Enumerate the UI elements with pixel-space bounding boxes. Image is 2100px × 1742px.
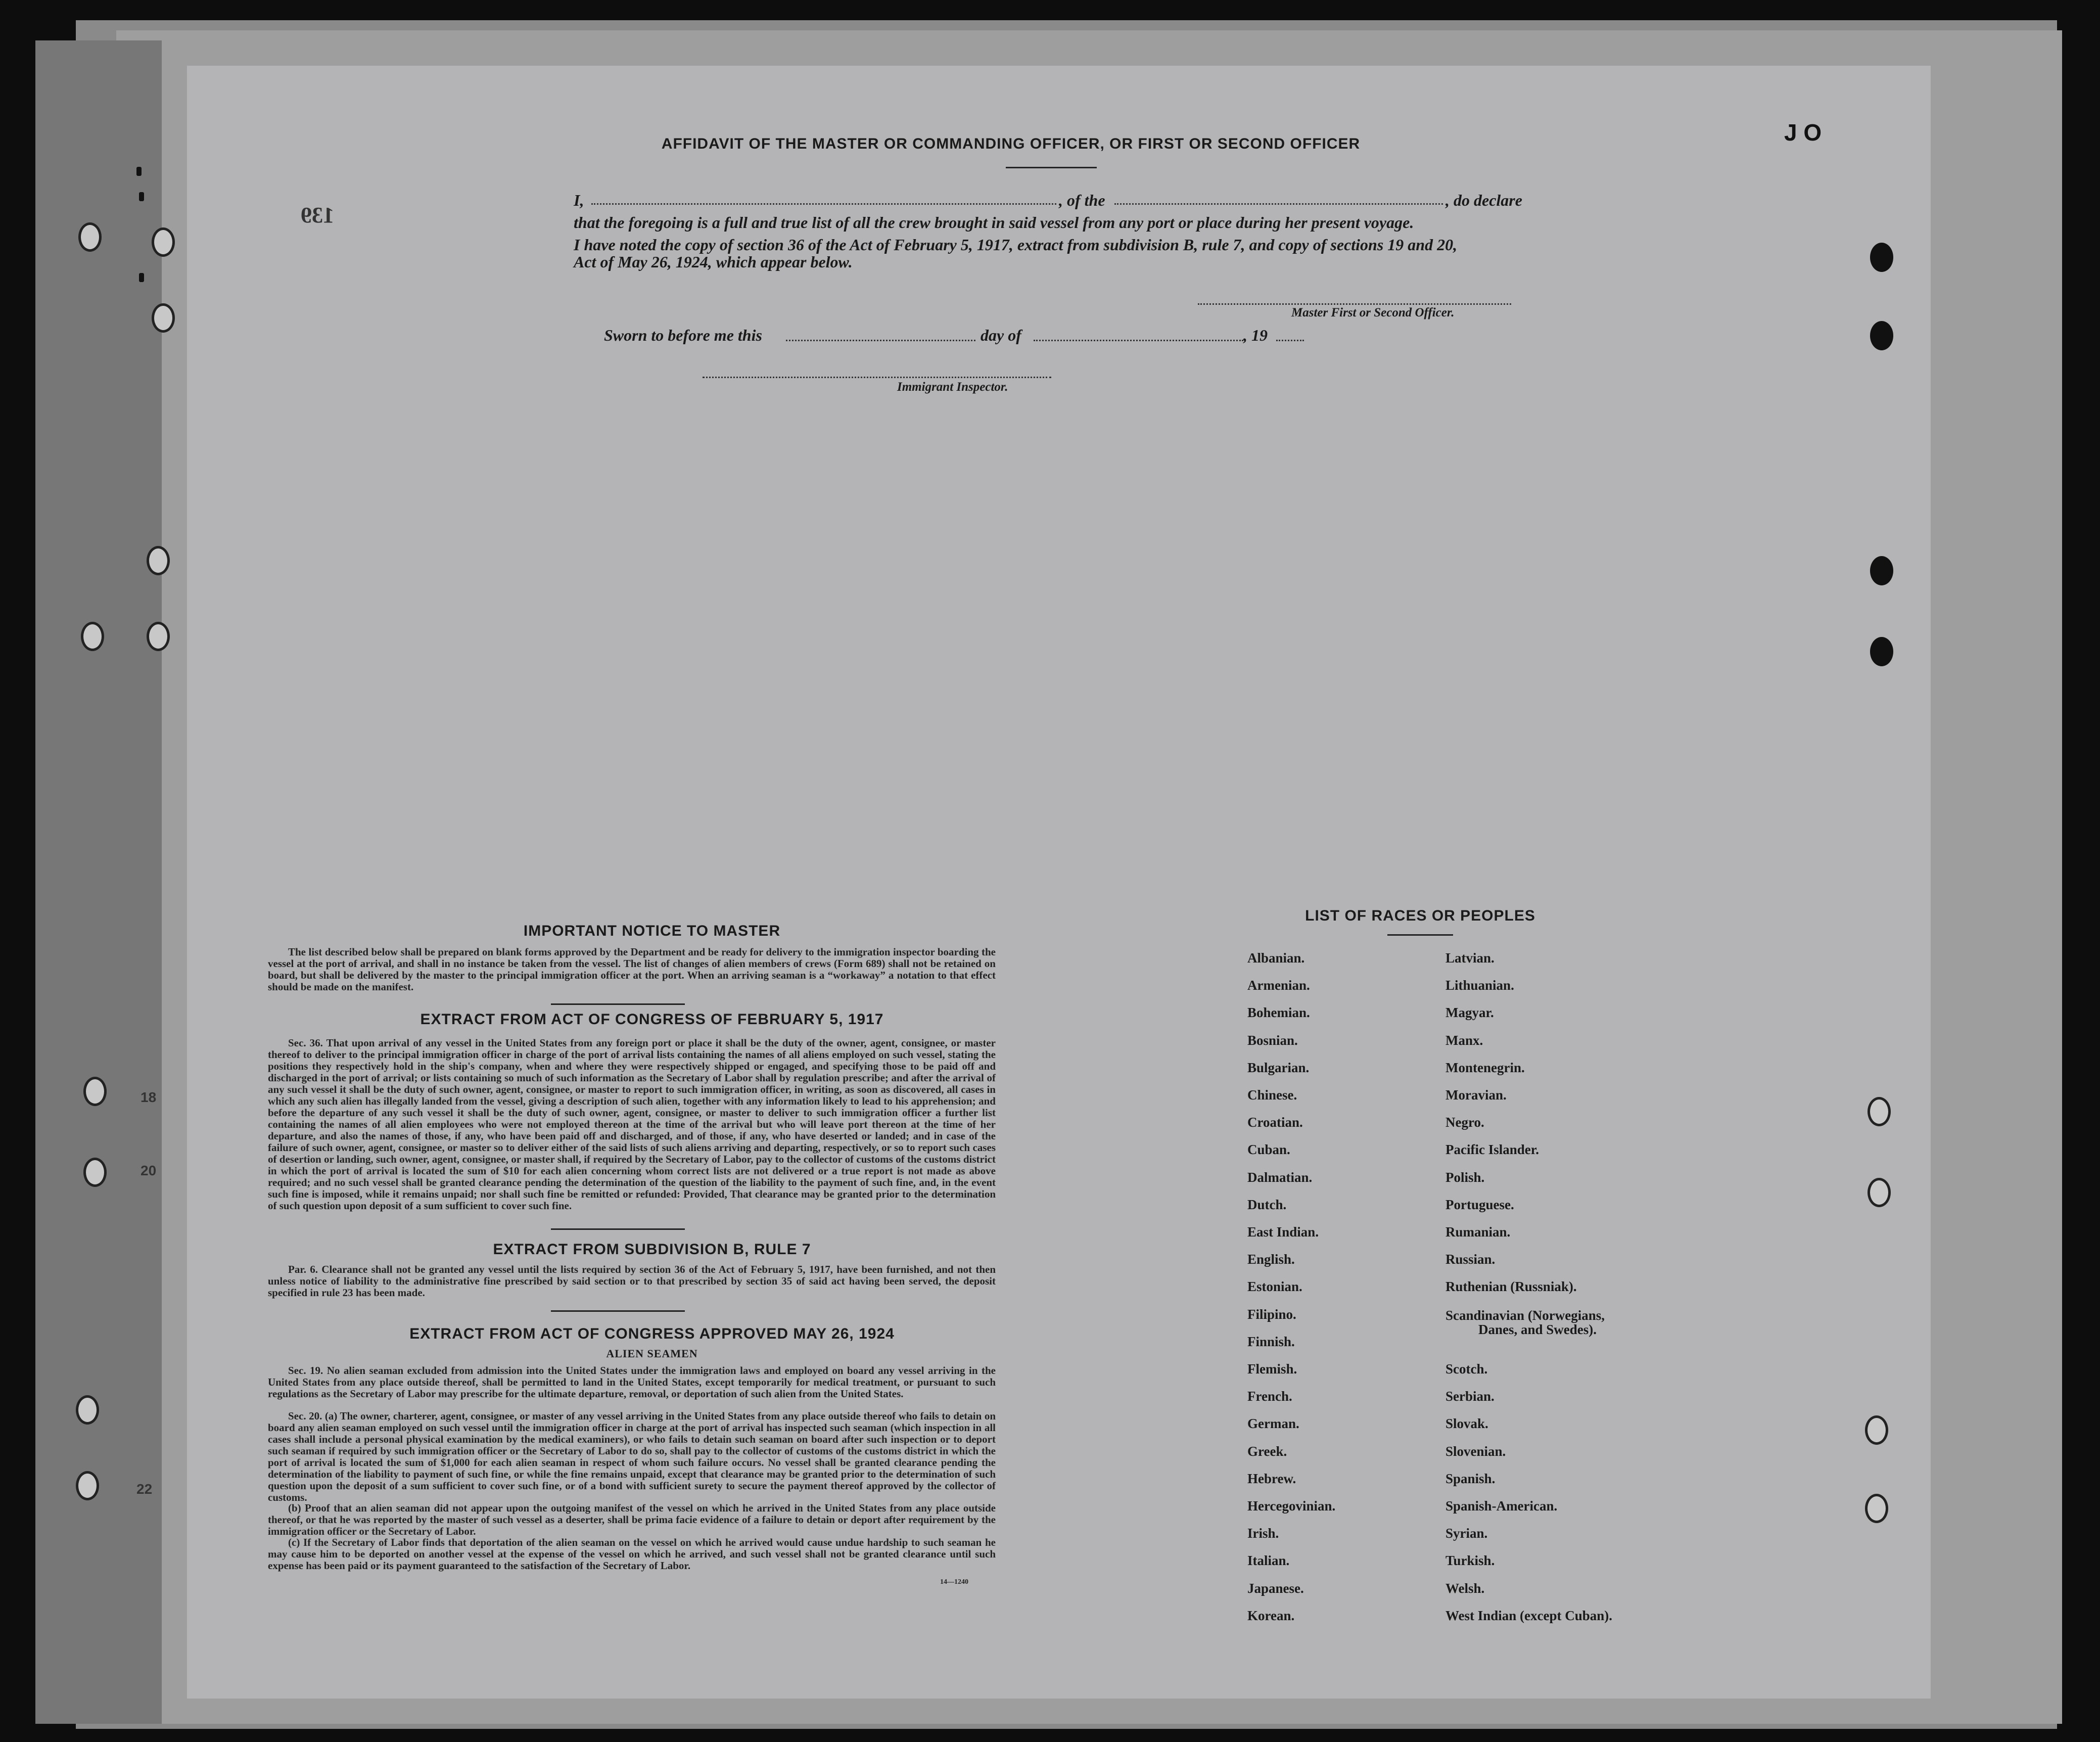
race-item: Spanish-American. bbox=[1445, 1498, 1558, 1514]
race-item: Magyar. bbox=[1445, 1005, 1494, 1021]
punch-hole bbox=[1870, 243, 1893, 272]
race-item: Bulgarian. bbox=[1247, 1060, 1310, 1075]
race-item: Scandinavian (Norwegians, bbox=[1445, 1307, 1605, 1323]
race-item: Armenian. bbox=[1247, 978, 1310, 993]
sec19-text: Sec. 19. No alien seaman excluded from admission into the United States under the immigration laws and employed on board any vessel arriving in the United States from any place outside thereof, shall be permitted to land in the United States, except temporarily for medical treatment, or pursuant to such regulations as the Secretary of Labor may prescribe for the ultimate departure, removal, or deportation of such alien from the United States. bbox=[268, 1364, 996, 1400]
race-item: Danes, and Swedes). bbox=[1478, 1321, 1597, 1337]
race-item: German. bbox=[1247, 1416, 1299, 1432]
sworn-label: Sworn to before me this bbox=[604, 326, 762, 344]
alien-seamen-subtitle: ALIEN SEAMEN bbox=[606, 1347, 698, 1360]
vessel-line[interactable] bbox=[1114, 203, 1443, 205]
race-item: Croatian. bbox=[1247, 1115, 1303, 1130]
race-item: Dalmatian. bbox=[1247, 1169, 1313, 1185]
notice-text: The list described below shall be prepared on blank forms approved by the Department and be ready for delivery to the immigration inspector boarding the vessel at the port of arrival, and shall in no instance be taken from the vessel. The list of changes of alien members of crews (Form 689) shall not be retained on board, but shall be delivered by the master to the principal immigration officer at the port. When an arriving seaman is a “workaway” a notation to that effect should be made on the manifest. bbox=[268, 946, 996, 993]
punch-hole bbox=[1865, 1494, 1888, 1523]
race-item: Polish. bbox=[1445, 1169, 1485, 1185]
binder-hole bbox=[147, 622, 170, 651]
punch-hole bbox=[1870, 321, 1893, 350]
rule7-text: Par. 6. Clearance shall not be granted any vessel until the lists required by section 36 of the Act of February 5, 1917, have been furnished, and not then unless notice of liability to the administrative fine prescribed by said section or to that prescribed by section 35 of said act having been served, the deposit specified in rule 23 has been made. bbox=[268, 1263, 996, 1299]
race-item: Rumanian. bbox=[1445, 1224, 1511, 1240]
race-item: Moravian. bbox=[1445, 1087, 1507, 1103]
binder-hole bbox=[152, 227, 175, 257]
sec20b-text: (b) Proof that an alien seaman did not appear upon the outgoing manifest of the vessel on which he arrived in the United States from any place outside thereof, or that he was reported by the master of such vessel as a deserter, shall be prima facie evidence of a failure to detain or deport after requirement by the immigration officer or the Secretary of Labor. bbox=[268, 1502, 996, 1537]
binder-pin bbox=[139, 192, 144, 201]
race-item: Latvian. bbox=[1445, 950, 1495, 966]
race-item: Greek. bbox=[1247, 1443, 1287, 1459]
master-signature-line[interactable] bbox=[1198, 303, 1511, 305]
extract-1917-title: EXTRACT FROM ACT OF CONGRESS OF FEBRUARY 5, 1917 bbox=[420, 1011, 884, 1028]
race-item: West Indian (except Cuban). bbox=[1445, 1608, 1613, 1623]
race-item: Spanish. bbox=[1445, 1471, 1496, 1486]
sworn-day-line[interactable] bbox=[786, 340, 975, 341]
year-label: , 19 bbox=[1243, 326, 1268, 344]
form-code: 14—1240 bbox=[940, 1578, 968, 1586]
race-item: Serbian. bbox=[1445, 1389, 1495, 1404]
master-label: Master First or Second Officer. bbox=[1291, 306, 1455, 319]
race-item: English. bbox=[1247, 1252, 1295, 1267]
rule7-title: EXTRACT FROM SUBDIVISION B, RULE 7 bbox=[493, 1241, 811, 1258]
notice-title: IMPORTANT NOTICE TO MASTER bbox=[523, 923, 781, 939]
sworn-year-line[interactable] bbox=[1276, 340, 1304, 341]
race-item: Hebrew. bbox=[1247, 1471, 1296, 1486]
sec20c-text: (c) If the Secretary of Labor finds that deportation of the alien seaman on the vessel on which he arrived would cause undue hardship to such seaman he may cause him to be deported on another vessel at the expense of the vessel on which he arrived, and such vessel shall not be granted clearance until such expense has been paid or its payment guaranteed to the satisfaction of the Secretary of Labor. bbox=[268, 1536, 996, 1572]
race-item: Hercegovinian. bbox=[1247, 1498, 1336, 1514]
page-mark: J O bbox=[1784, 119, 1822, 146]
race-item: Chinese. bbox=[1247, 1087, 1297, 1103]
binder-hole bbox=[76, 1395, 99, 1425]
race-item: Dutch. bbox=[1247, 1197, 1287, 1212]
races-title-rule bbox=[1387, 934, 1453, 936]
race-item: Welsh. bbox=[1445, 1580, 1485, 1596]
binder-hole bbox=[81, 622, 104, 651]
sec20a-text: Sec. 20. (a) The owner, charterer, agent, consignee, or master of any vessel arriving in the United States from any place outside thereof who fails to detain on board any alien seaman employed on such vessel until the immigration officer in charge at the port of arrival has inspected such seaman (which inspection in all cases shall include a personal physical examination by the medical examiners), or who fails to detain such seaman on board after such inspection or to deport such seaman if required by such immigration officer or the Secretary of Labor to do so, shall pay to the collector of customs of the customs district in which the port of arrival is located the sum of $1,000 for each alien seaman in respect of whom such failure occurs. No vessel shall be granted clearance pending the determination of the liability to payment of such fine, or while the fine remains unpaid, except that clearance may be granted prior to the determination of such question upon the deposit of a sum sufficient to cover such fine, or of a bond with sufficient surety to secure the payment thereof approved by the collector of customs. bbox=[268, 1410, 996, 1503]
binder-pin bbox=[139, 273, 144, 282]
binder-pin bbox=[136, 167, 142, 176]
race-item: Flemish. bbox=[1247, 1361, 1297, 1377]
binder-hole bbox=[83, 1158, 107, 1187]
affidavit-line4: Act of May 26, 1924, which appear below. bbox=[574, 253, 853, 271]
race-item: Lithuanian. bbox=[1445, 978, 1514, 993]
punch-hole bbox=[1870, 637, 1893, 666]
races-title: LIST OF RACES OR PEOPLES bbox=[1305, 907, 1535, 924]
binder-hole bbox=[76, 1471, 99, 1500]
race-item: Turkish. bbox=[1445, 1553, 1495, 1569]
binder-strip bbox=[35, 40, 162, 1724]
inspector-label: Immigrant Inspector. bbox=[897, 380, 1008, 394]
inspector-signature-line[interactable] bbox=[703, 377, 1051, 378]
race-item: Syrian. bbox=[1445, 1526, 1488, 1541]
binder-hole bbox=[83, 1077, 107, 1106]
race-item: Portuguese. bbox=[1445, 1197, 1514, 1212]
race-item: Manx. bbox=[1445, 1032, 1483, 1048]
race-item: East Indian. bbox=[1247, 1224, 1319, 1240]
extract-1917-text: Sec. 36. That upon arrival of any vessel in the United States from any foreign port or place it shall be the duty of the owner, agent, consignee, or master thereof to deliver to the principal immigration officer in charge of the port of arrival lists containing the names of all aliens employed on such vessel, stating the positions they respectively hold in the ship's company, when and where they were respectively shipped or engaged, and specifying those to be paid off and discharged in the port of arrival; or lists containing so much of such information as the Secretary of Labor shall by regulation prescribe; and after the arrival of any such vessel it shall be the duty of such owner, agent, consignee, or master to report to such immigration officer, in writing, as soon as discovered, all cases in which any such alien has illegally landed from the vessel, giving a description of such alien, together with any information likely to lead to his apprehension; and before the departure of any such vessel it shall be the duty of such owner, agent, consignee, or master to deliver to such immigration officer a further list containing the names of all alien employees who were not employed thereon at the time of the arrival but who will leave port thereon at the time of her departure, and also the names of those, if any, who have been paid off and discharged, and of those, if any, who have deserted or landed; and in case of the failure of such owner, agent, consignee, or master so to deliver either of the said lists of such aliens arriving and departing, respectively, or so to report such cases of desertion or landing, such owner, agent, consignee, or master shall, if required by the Secretary of Labor, pay to the collector of customs of the customs district in which the port of arrival is located the sum of $10 for each alien concerning whom correct lists are not delivered or a true report is not made as above required; and no such vessel shall be granted clearance pending the determination of the question of the liability to the payment of such fine, and, in the event such fine is imposed, while it remains unpaid; nor shall such fine be remitted or refunded: Provided, That clearance may be granted prior to the determination of such question upon deposit of a sum sufficient to cover such fine. bbox=[268, 1037, 996, 1212]
day-of-label: day of bbox=[981, 326, 1021, 344]
affidavit-i: I, bbox=[574, 191, 584, 209]
binder-hole bbox=[147, 546, 170, 575]
race-item: Pacific Islander. bbox=[1445, 1142, 1539, 1158]
affidavit-line3: I have noted the copy of section 36 of the Act of February 5, 1917, extract from subdivision B, rule 7, and copy of sections 19 and 20, bbox=[574, 236, 1458, 254]
race-item: Montenegrin. bbox=[1445, 1060, 1525, 1075]
sworn-month-line[interactable] bbox=[1034, 340, 1243, 341]
race-item: Bohemian. bbox=[1247, 1005, 1310, 1021]
name-line[interactable] bbox=[591, 203, 1056, 205]
race-item: Irish. bbox=[1247, 1526, 1279, 1541]
margin-number: 22 bbox=[136, 1481, 153, 1497]
punch-hole bbox=[1868, 1178, 1891, 1207]
affidavit-of-the: , of the bbox=[1059, 191, 1105, 209]
punch-hole bbox=[1865, 1415, 1888, 1445]
race-item: French. bbox=[1247, 1389, 1292, 1404]
race-item: Cuban. bbox=[1247, 1142, 1290, 1158]
affidavit-line2: that the foregoing is a full and true list of all the crew brought in said vessel from any port or place during her present voyage. bbox=[574, 213, 1414, 232]
race-item: Korean. bbox=[1247, 1608, 1295, 1623]
race-item: Japanese. bbox=[1247, 1580, 1304, 1596]
race-item: Slovenian. bbox=[1445, 1443, 1506, 1459]
extract-1924-title: EXTRACT FROM ACT OF CONGRESS APPROVED MAY 26, 1924 bbox=[409, 1325, 895, 1342]
race-item: Italian. bbox=[1247, 1553, 1290, 1569]
race-item: Finnish. bbox=[1247, 1334, 1295, 1349]
race-item: Russian. bbox=[1445, 1252, 1496, 1267]
race-item: Albanian. bbox=[1247, 950, 1305, 966]
race-item: Bosnian. bbox=[1247, 1032, 1298, 1048]
section-rule bbox=[551, 1003, 685, 1005]
margin-number: 18 bbox=[141, 1089, 157, 1105]
margin-number: 20 bbox=[141, 1163, 157, 1178]
handwritten-number: 139 bbox=[301, 203, 334, 227]
title-rule bbox=[1006, 167, 1097, 168]
binder-hole bbox=[152, 303, 175, 333]
race-item: Ruthenian (Russniak). bbox=[1445, 1279, 1577, 1295]
race-item: Filipino. bbox=[1247, 1306, 1296, 1322]
affidavit-title: AFFIDAVIT OF THE MASTER OR COMMANDING OFFICER, OR FIRST OR SECOND OFFICER bbox=[661, 135, 1361, 152]
binder-hole bbox=[78, 222, 102, 252]
race-item: Slovak. bbox=[1445, 1416, 1488, 1432]
race-item: Scotch. bbox=[1445, 1361, 1488, 1377]
affidavit-do-declare: , do declare bbox=[1445, 191, 1522, 209]
punch-hole bbox=[1868, 1097, 1891, 1126]
punch-hole bbox=[1870, 556, 1893, 585]
section-rule bbox=[551, 1310, 685, 1312]
race-item: Estonian. bbox=[1247, 1279, 1302, 1295]
section-rule bbox=[551, 1228, 685, 1230]
race-item: Negro. bbox=[1445, 1115, 1484, 1130]
